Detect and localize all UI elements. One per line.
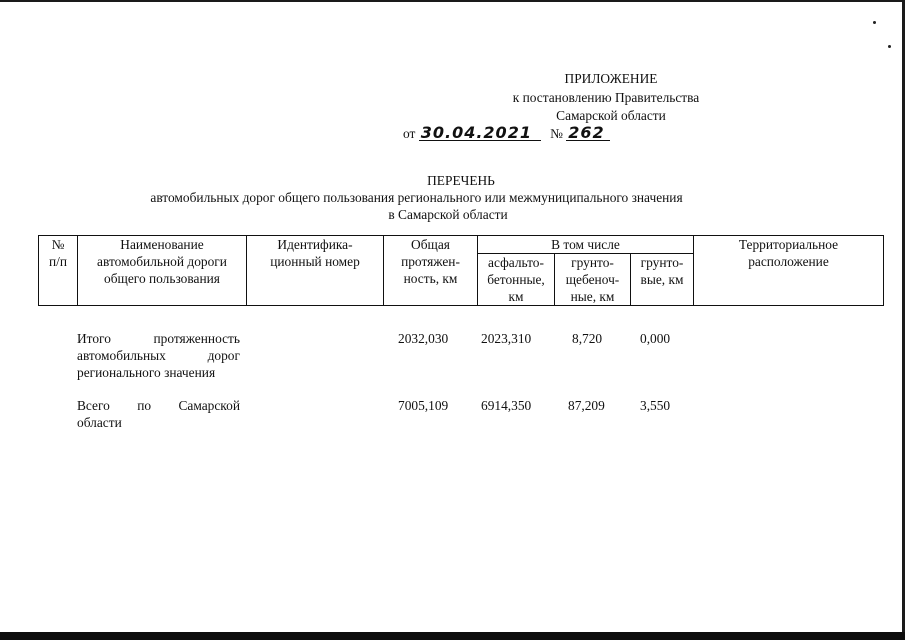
title-subtitle-line1: автомобильных дорог общего пользования регионального или межмуниципального значения (150, 190, 683, 205)
header-territory: Территориальное расположение (694, 236, 884, 306)
title-heading: ПЕРЕЧЕНЬ (427, 173, 495, 188)
table-header (38, 235, 884, 306)
header-road-name: Наименование автомобильной дороги общего пользования (78, 236, 247, 306)
table-row-name: Итого протяженность автомобильных дорог регионального значения (77, 331, 240, 380)
number-prefix: № (550, 126, 563, 141)
title-subtitle-line2: в Самарской области (388, 207, 508, 222)
table-cell-total: 7005,109 (398, 398, 449, 413)
scan-speck (873, 21, 876, 24)
table-cell-dirt: 0,000 (640, 331, 671, 346)
scan-speck (888, 45, 891, 48)
appendix-title: ПРИЛОЖЕНИЕ (564, 71, 658, 86)
date-prefix: от (403, 126, 416, 141)
header-gravel: грунто- щебеноч- ные, км (555, 254, 631, 306)
table-cell-total: 2032,030 (398, 331, 449, 346)
header-dirt: грунто- вые, км (631, 254, 694, 306)
header-identifier: Идентифика- ционный номер (247, 236, 384, 306)
handwritten-number: 262 (566, 126, 610, 141)
header-number: № п/п (39, 236, 78, 306)
table-row-name: Всего по Самарской области (77, 398, 240, 430)
table-cell-asphalt: 2023,310 (481, 331, 532, 346)
header-asphalt: асфальто- бетонные, км (478, 254, 555, 306)
header-including: В том числе (478, 236, 694, 254)
table-cell-dirt: 3,550 (640, 398, 671, 413)
appendix-date-number (403, 125, 823, 142)
table-cell-asphalt: 6914,350 (481, 398, 532, 413)
appendix-region: Самарской области (556, 108, 666, 123)
appendix-resolution: к постановлению Правительства (512, 90, 700, 105)
scan-edge-bottom (0, 632, 905, 640)
document-title (0, 172, 905, 223)
header-total-length: Общая протяжен- ность, км (384, 236, 478, 306)
table-cell-gravel: 8,720 (572, 331, 603, 346)
handwritten-date: 30.04.2021 (419, 126, 541, 141)
table-cell-gravel: 87,209 (568, 398, 605, 413)
scan-edge-top (0, 0, 905, 2)
